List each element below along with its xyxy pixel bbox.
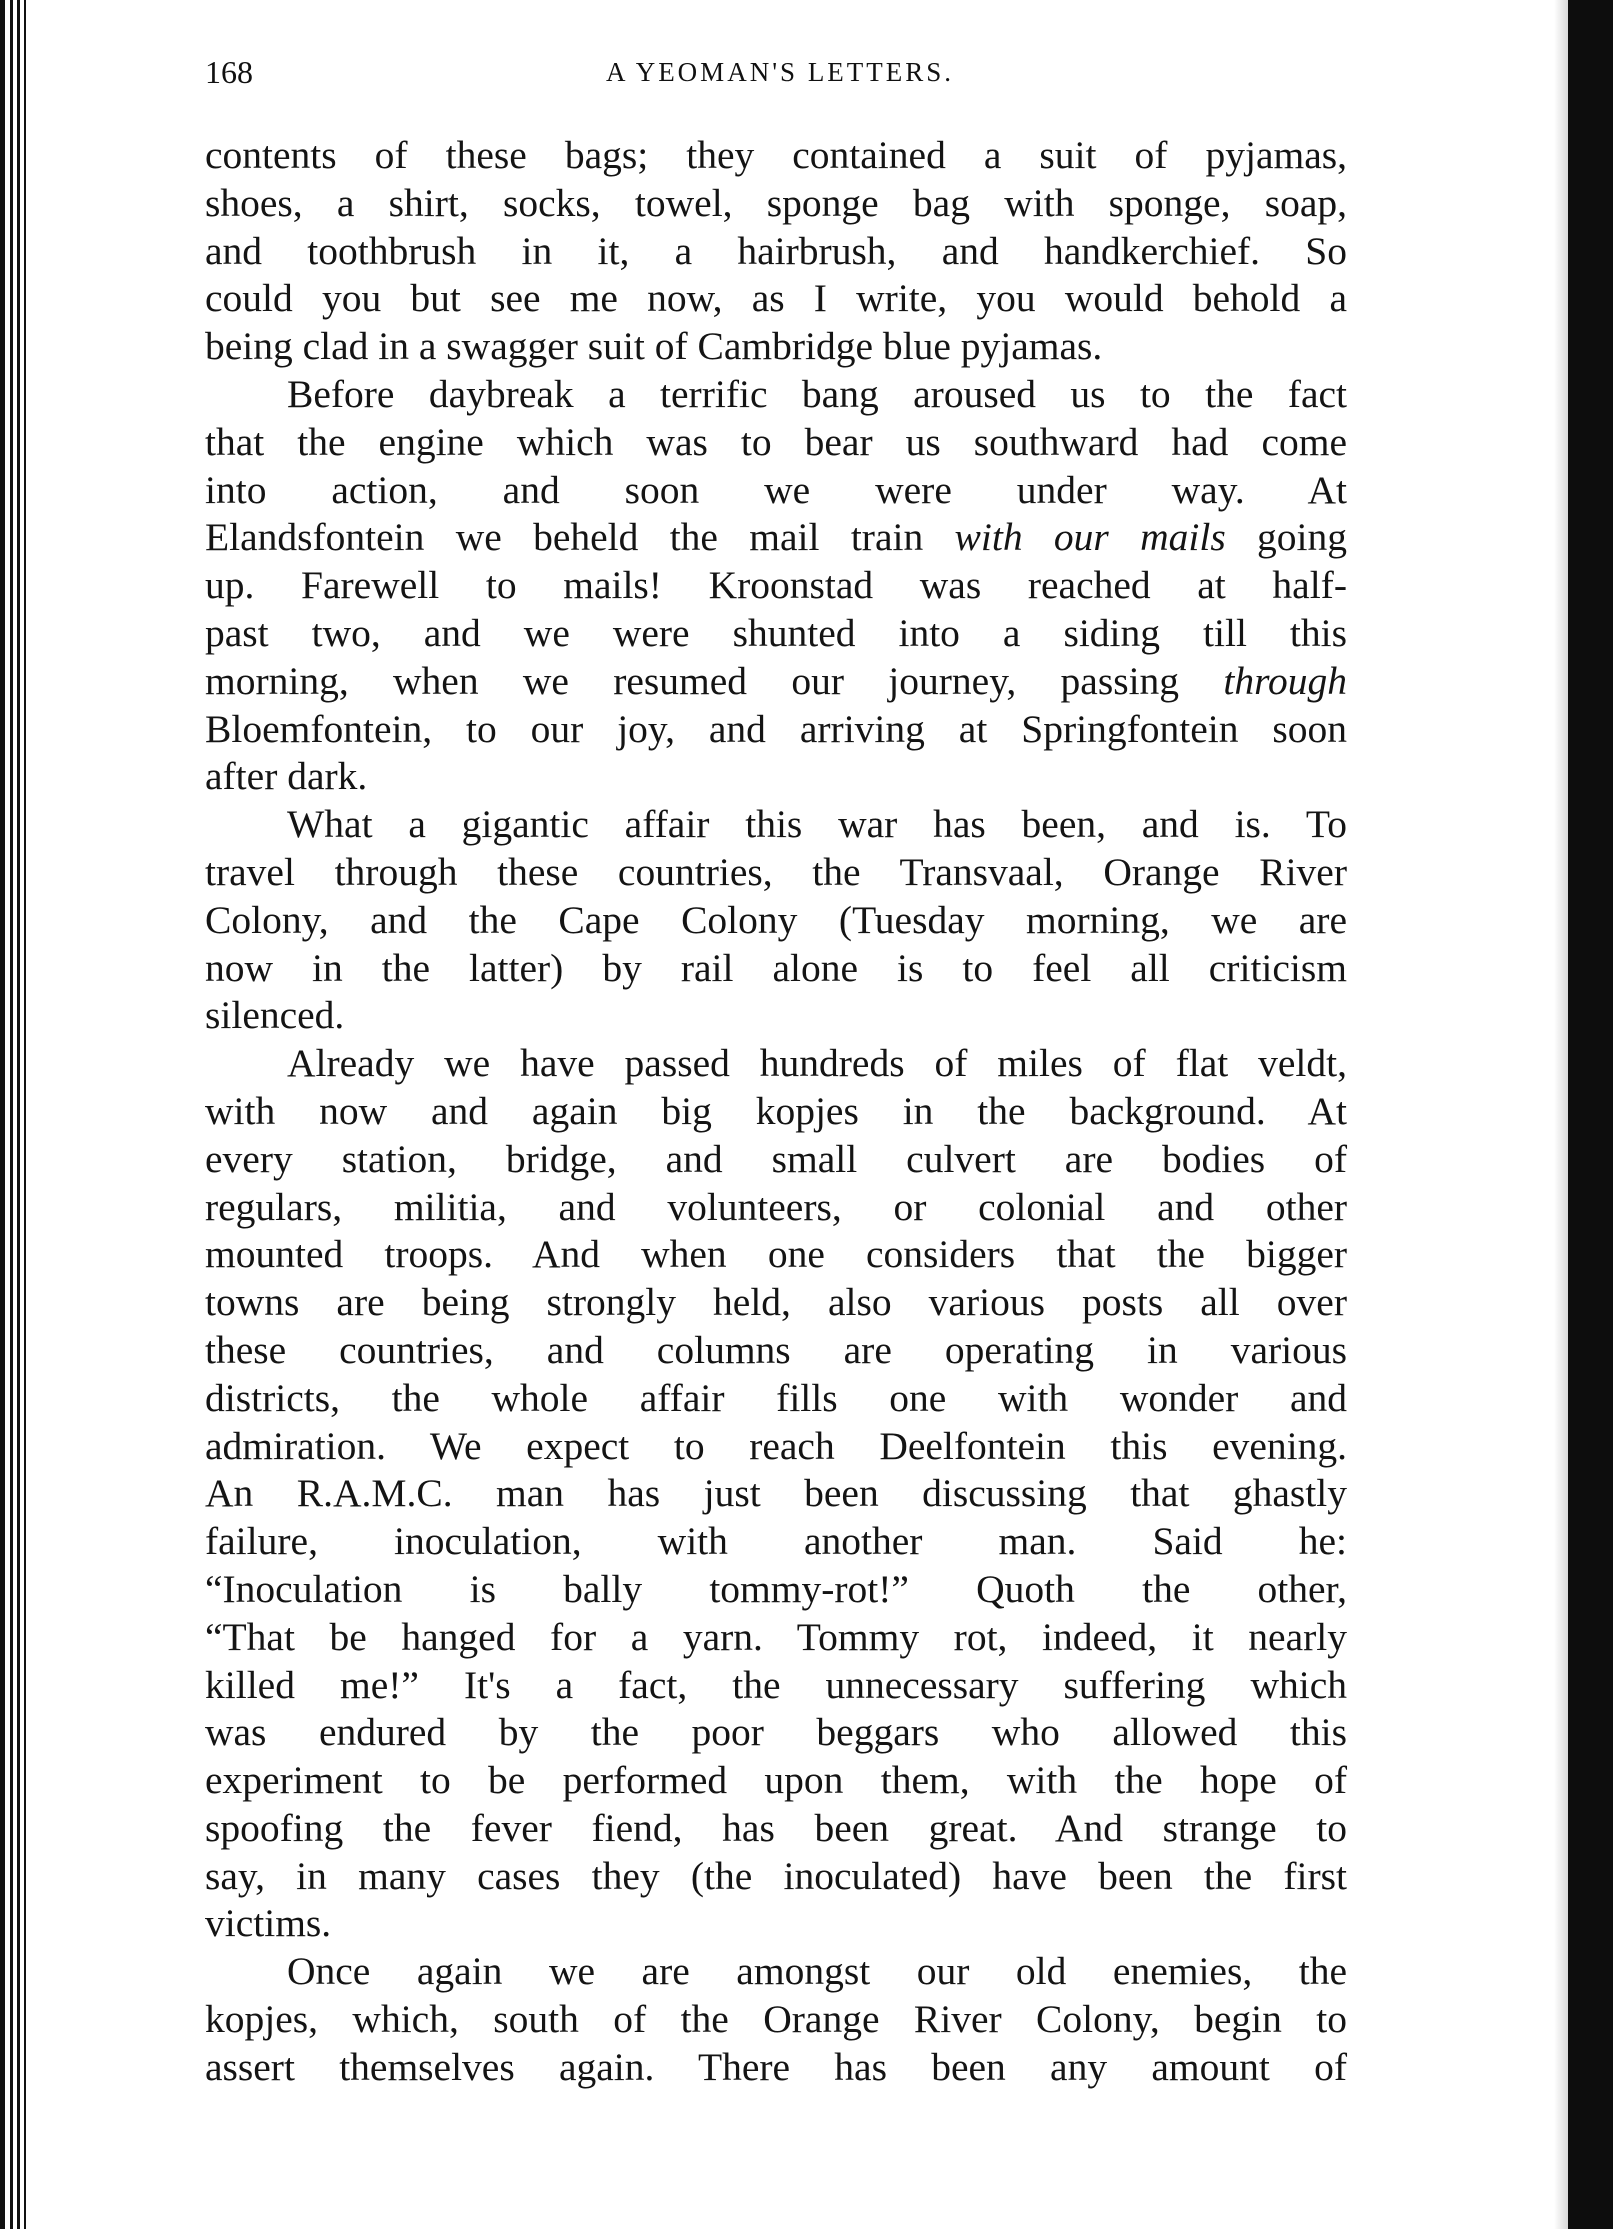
text-line: admiration. We expect to reach Deelfontein this evening. xyxy=(205,1423,1347,1468)
text-line: towns are being strongly held, also various posts all over xyxy=(205,1280,1347,1325)
text-line: Once again we are amongst our old enemies, the xyxy=(287,1949,1347,1994)
text-line: up. Farewell to mails! Kroonstad was reached at half- xyxy=(205,563,1347,608)
text-line: could you but see me now, as I write, you would behold a xyxy=(205,276,1347,321)
text-line: kopjes, which, south of the Orange River Colony, begin to xyxy=(205,1997,1347,2042)
text-line: Already we have passed hundreds of miles of flat veldt, xyxy=(287,1041,1347,1086)
text-line: that the engine which was to bear us southward had come xyxy=(205,419,1347,464)
text-line: “That be hanged for a yarn. Tommy rot, indeed, it nearly xyxy=(205,1614,1347,1659)
text-line: contents of these bags; they contained a suit of pyjamas, xyxy=(205,133,1347,177)
text-line: travel through these countries, the Transvaal, Orange River xyxy=(205,849,1347,894)
text-line: now in the latter) by rail alone is to feel all criticism xyxy=(205,945,1347,990)
text-line: morning, when we resumed our journey, passing through xyxy=(205,658,1347,703)
text-line: being clad in a swagger suit of Cambridge blue pyjamas. xyxy=(205,324,1103,369)
text-line: An R.A.M.C. man has just been discussing that ghastly xyxy=(205,1471,1347,1516)
text-line: after dark. xyxy=(205,754,368,799)
text-line: every station, bridge, and small culvert are bodies of xyxy=(205,1136,1347,1181)
text-line: failure, inoculation, with another man. Said he: xyxy=(205,1519,1347,1564)
text-line: shoes, a shirt, socks, towel, sponge bag with sponge, soap, xyxy=(205,180,1347,225)
text-line: regulars, militia, and volunteers, or colonial and other xyxy=(205,1184,1347,1229)
text-line: killed me!” It's a fact, the unnecessary suffering which xyxy=(205,1662,1347,1707)
text-line: was endured by the poor beggars who allowed this xyxy=(205,1710,1347,1755)
text-line: with now and again big kopjes in the background. At xyxy=(205,1088,1347,1133)
binding-edge-right xyxy=(1568,0,1613,2229)
running-head: A YEOMAN'S LETTERS. xyxy=(605,57,955,87)
text-line: What a gigantic affair this war has been, and is. To xyxy=(287,802,1347,847)
binding-rule-left xyxy=(24,0,26,2229)
text-line: into action, and soon we were under way. At xyxy=(205,467,1347,512)
text-line: experiment to be performed upon them, with the hope of xyxy=(205,1758,1347,1803)
text-line: Colony, and the Cape Colony (Tuesday morning, we are xyxy=(205,897,1347,942)
binding-rule-left xyxy=(10,0,13,2229)
text-line: and toothbrush in it, a hairbrush, and handkerchief. So xyxy=(205,228,1347,273)
text-line: Bloemfontein, to our joy, and arriving at Springfontein soon xyxy=(205,706,1347,751)
text-line: spoofing the fever fiend, has been great. And strange to xyxy=(205,1805,1347,1850)
binding-shadow-right xyxy=(1554,0,1568,2229)
page-number: 168 xyxy=(205,54,253,90)
text-line: silenced. xyxy=(205,993,345,1038)
text-line: Before daybreak a terrific bang aroused us to the fact xyxy=(287,371,1347,416)
body-text xyxy=(205,132,1347,2092)
binding-rule-left xyxy=(0,0,5,2229)
page-header xyxy=(205,52,1355,92)
text-line: victims. xyxy=(205,1901,332,1946)
binding-rule-left xyxy=(17,0,20,2229)
text-line: Elandsfontein we beheld the mail train with our mails going xyxy=(205,515,1348,560)
text-line: assert themselves again. There has been any amount of xyxy=(205,2044,1347,2089)
text-line: past two, and we were shunted into a siding till this xyxy=(205,610,1347,655)
text-line: “Inoculation is bally tommy-rot!” Quoth the other, xyxy=(205,1566,1347,1611)
text-line: mounted troops. And when one considers that the bigger xyxy=(205,1232,1347,1277)
text-line: these countries, and columns are operating in various xyxy=(205,1327,1347,1372)
text-line: say, in many cases they (the inoculated) have been the first xyxy=(205,1853,1347,1898)
text-line: districts, the whole affair fills one with wonder and xyxy=(205,1375,1347,1420)
